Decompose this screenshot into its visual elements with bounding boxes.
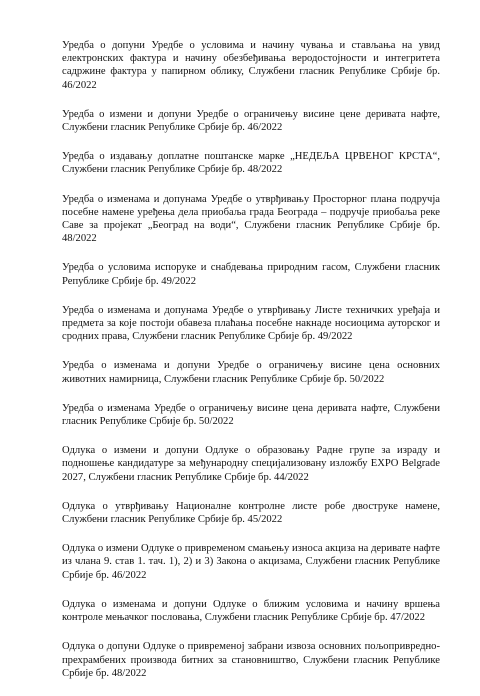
regulation-entry: Уредба о изменама Уредбе о ограничењу висине цена деривата нафте, Службени гласник Републике Србије бр. 50/2022 [62,402,440,428]
regulation-entry: Уредба о издавању доплатне поштанске марке „НЕДЕЉА ЦРВЕНОГ КРСТА“, Службени гласник Републике Србије бр. 48/2022 [62,151,440,176]
decision-entry: Одлука о изменама и допуни Одлуке о ближим условима и начину вршења контроле мењачког пословања, Службени гласник Републике Србије бр. 47/2022 [62,598,440,624]
decision-entry: Одлука о измени Одлуке о привременом смањењу износа акциза на деривате нафте из члана 9. став 1. тач. 1), 2) и 3) Закона о акцизама, Службени гласник Републике Србије бр. 46/2022 [62,543,440,581]
regulation-entry: Уредба о изменама и допунама Уредбе о утврђивању Просторног плана подручја посебне намене уређења дела приобаља града Београда – подручје приобаља реке Саве за пројекат „Београд на води“, Службени гласник Републике Србије бр. 48/2022 [62,193,440,245]
decision-entry: Одлука о допуни Одлуке о привременој забрани извоза основних пољопривредно-прехрамбених производа битних за становништво, Службени гласник Републике Србије бр. 48/2022 [62,641,440,679]
decision-entry: Одлука о утврђивању Националне контролне листе робе двоструке намене, Службени гласник Републике Србије бр. 45/2022 [62,500,440,526]
regulation-entry: Уредба о изменама и допунама Уредбе о утврђивању Листе техничких уређаја и предмета за које постоји обавеза плаћања посебне накнаде носиоцима ауторског и сродних права, Службени гласник Републике Србије бр. 49/2022 [62,304,440,343]
regulation-entry: Уредба о допуни Уредбе о условима и начину чувања и стављања на увид електронских фактура и начину обезбеђивања веродостојности и интегритета садржине фактура у папирном облику, Службени гласник Републике Србије бр. 46/2022 [62,40,440,91]
regulation-entry: Уредба о изменама и допуни Уредбе о ограничењу висине цена основних животних намирница, Службени гласник Републике Србије бр. 50/2022 [62,360,440,385]
regulation-entry: Уредба о измени и допуни Уредбе о ограничењу висине цене деривата нафте, Службени гласник Републике Србије бр. 46/2022 [62,108,440,134]
regulation-list [62,39,440,696]
decision-entry: Одлука о измени и допуни Одлуке о образовању Радне групе за израду и подношење кандидатуре за међународну специјализовану изложбу EXPO Belgrade 2027, Службени гласник Републике Србије бр. 44/2022 [62,445,440,483]
regulation-entry: Уредба о условима испоруке и снабдевања природним гасом, Службени гласник Републике Србије бр. 49/2022 [62,262,440,287]
